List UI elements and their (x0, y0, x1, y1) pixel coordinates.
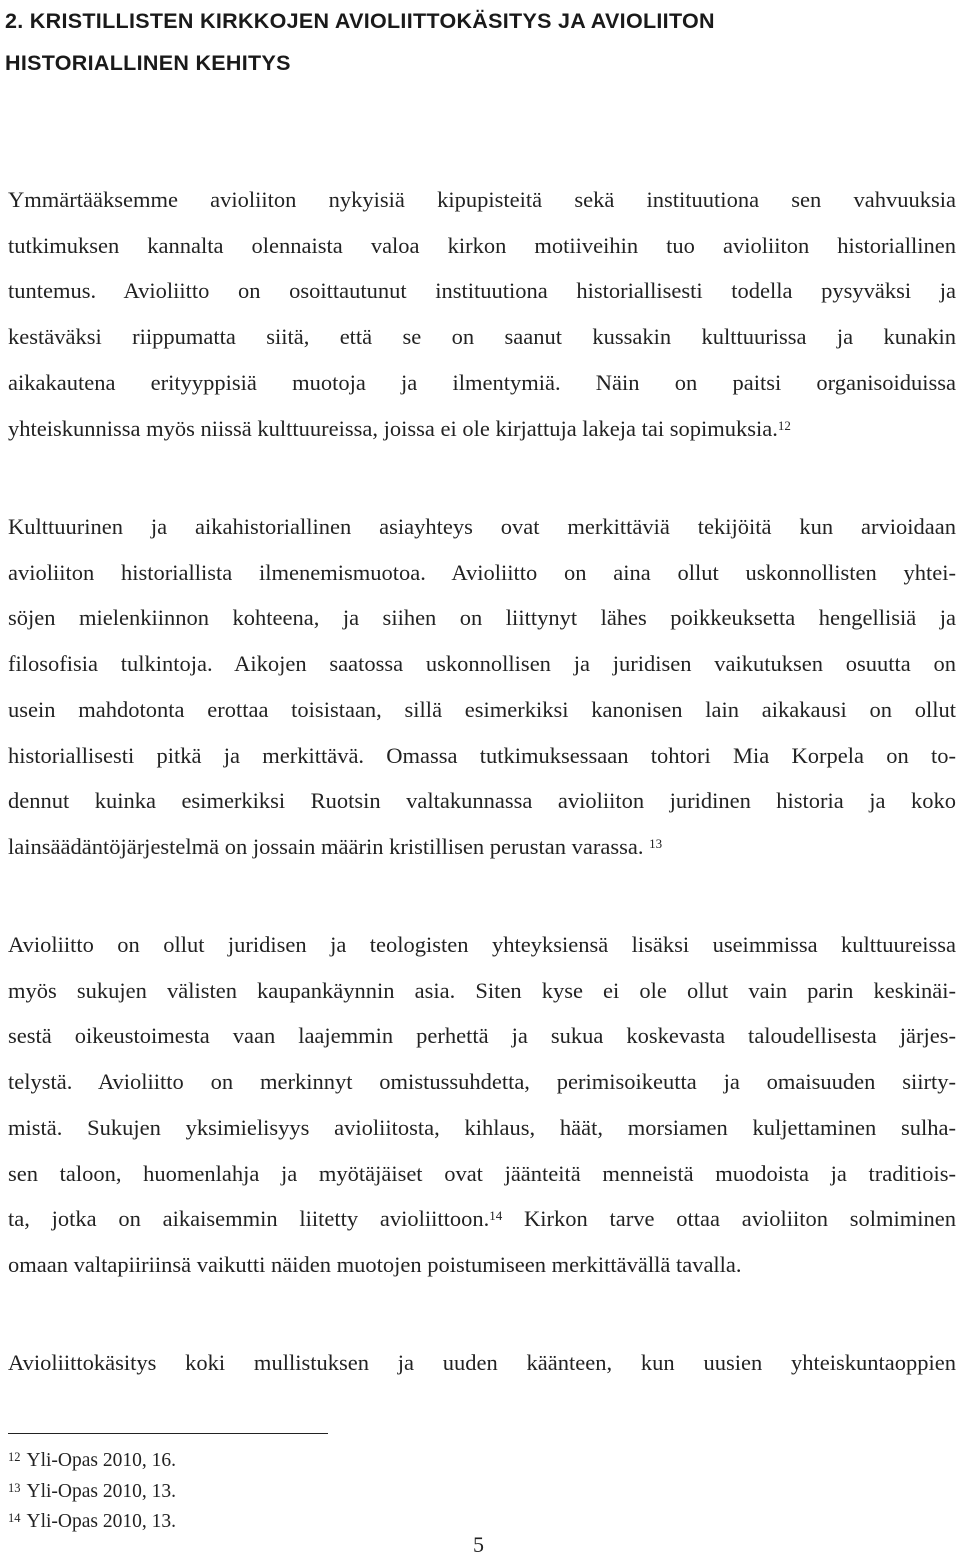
paragraph-2 (8, 504, 956, 870)
paragraph-line-text: Kirkon tarve ottaa avioliiton solmiminen (502, 1206, 956, 1232)
paragraph-line: dennut kuinka esimerkiksi Ruotsin valtakunnassa avioliiton juridinen historia ja koko (8, 788, 956, 814)
paragraph-line: kestäväksi riippumatta siitä, että se on saanut kussakin kulttuurissa ja kunakin (8, 324, 956, 350)
paragraph-line: tuntemus. Avioliitto on osoittautunut instituutiona historiallisesti todella pysyväksi ja (8, 278, 956, 304)
paragraph-line (8, 1196, 956, 1242)
footnote-12 (8, 1446, 608, 1477)
paragraph-3 (8, 922, 956, 1288)
footnote-13 (8, 1477, 608, 1508)
paragraph-line (8, 824, 956, 870)
paragraph-line: Ymmärtääksemme avioliiton nykyisiä kipupisteitä sekä instituutiona sen vahvuuksia (8, 187, 956, 212)
paragraph-line: aikakautena erityyppisiä muotoja ja ilmentymiä. Näin on paitsi organisoiduissa (8, 369, 956, 395)
footnotes (8, 1446, 608, 1538)
page-number: 5 (473, 1532, 484, 1557)
paragraph-line: usein mahdotonta erottaa toisistaan, sillä esimerkiksi kanonisen lain aikakausi on ollut (8, 696, 956, 722)
paragraph-line: tutkimuksen kannalta olennaista valoa kirkon motiiveihin tuo avioliiton historiallinen (8, 232, 956, 258)
footnote-text: Yli-Opas 2010, 16. (26, 1450, 176, 1471)
paragraph-1 (8, 177, 956, 451)
footnote-number: 14 (8, 1511, 21, 1525)
paragraph-line: omaan valtapiiriinsä vaikutti näiden muotojen poistumiseen merkittävällä tavalla. (8, 1251, 742, 1277)
paragraph-line-text: ta, jotka on aikaisemmin liitetty avioliittoon. (8, 1206, 490, 1232)
paragraph-line: mistä. Sukujen yksimielisyys avioliitosta, kihlaus, häät, morsiamen kuljettaminen sulha- (8, 1114, 956, 1140)
paragraph-line-text: lainsäädäntöjärjestelmä on jossain määrin kristillisen perustan varassa. (8, 833, 644, 859)
footnote-reference[interactable]: 12 (777, 417, 791, 433)
footnote-reference[interactable]: 14 (489, 1208, 503, 1224)
footnote-text: Yli-Opas 2010, 13. (26, 1480, 176, 1502)
footnote-reference[interactable]: 13 (649, 835, 663, 851)
footnote-number: 12 (8, 1450, 21, 1464)
paragraph-line-text: yhteiskunnissa myös niissä kulttuureissa, joissa ei ole kirjattuja lakeja tai sopimuksia. (8, 415, 778, 441)
paragraph-line: telystä. Avioliitto on merkinnyt omistussuhdetta, perimisoikeutta ja omaisuuden siirty- (8, 1069, 956, 1095)
footnote-number: 13 (8, 1480, 21, 1495)
paragraph-line (8, 406, 956, 452)
paragraph-line: sen taloon, huomenlahja ja myötäjäiset ovat jäänteitä menneistä muodoista ja traditiois- (8, 1160, 956, 1186)
paragraph-line: Avioliitto on ollut juridisen ja teologisten yhteyksiensä lisäksi useimmissa kulttuureissa (8, 932, 956, 957)
section-heading-line-2: HISTORIALLINEN KEHITYS (5, 51, 291, 75)
paragraph-line: sestä oikeustoimesta vaan laajemmin perhettä ja sukua koskevasta taloudellisesta järjes- (8, 1023, 956, 1049)
paragraph-line: myös sukujen välisten kaupankäynnin asia. Siten kyse ei ole ollut vain parin keskinäi- (8, 977, 956, 1003)
paragraph-line: filosofisia tulkintoja. Aikojen saatossa uskonnollisen ja juridisen vaikutuksen osuutta on (8, 651, 956, 677)
footnote-text: Yli-Opas 2010, 13. (26, 1511, 176, 1532)
section-heading-line-1: 2. KRISTILLISTEN KIRKKOJEN AVIOLIITTOKÄSITYS JA AVIOLIITON (5, 9, 715, 33)
paragraph-line: avioliiton historiallista ilmenemismuotoa. Avioliitto on aina ollut uskonnollisten yhtei- (8, 559, 956, 585)
paragraph-line: Kulttuurinen ja aikahistoriallinen asiayhteys ovat merkittäviä tekijöitä kun arvioidaan (8, 514, 956, 539)
paragraph-line: söjen mielenkiinnon kohteena, ja siihen on liittynyt lähes poikkeuksetta hengellisiä ja (8, 605, 956, 631)
footnote-14 (8, 1507, 608, 1538)
section-heading (5, 0, 955, 84)
paragraph-4 (8, 1340, 956, 1386)
paragraph-line: Avioliittokäsitys koki mullistuksen ja uuden käänteen, kun uusien yhteiskuntaoppien (8, 1350, 956, 1375)
paragraph-line: historiallisesti pitkä ja merkittävä. Omassa tutkimuksessaan tohtori Mia Korpela on to- (8, 742, 956, 768)
footnote-separator (8, 1433, 328, 1434)
